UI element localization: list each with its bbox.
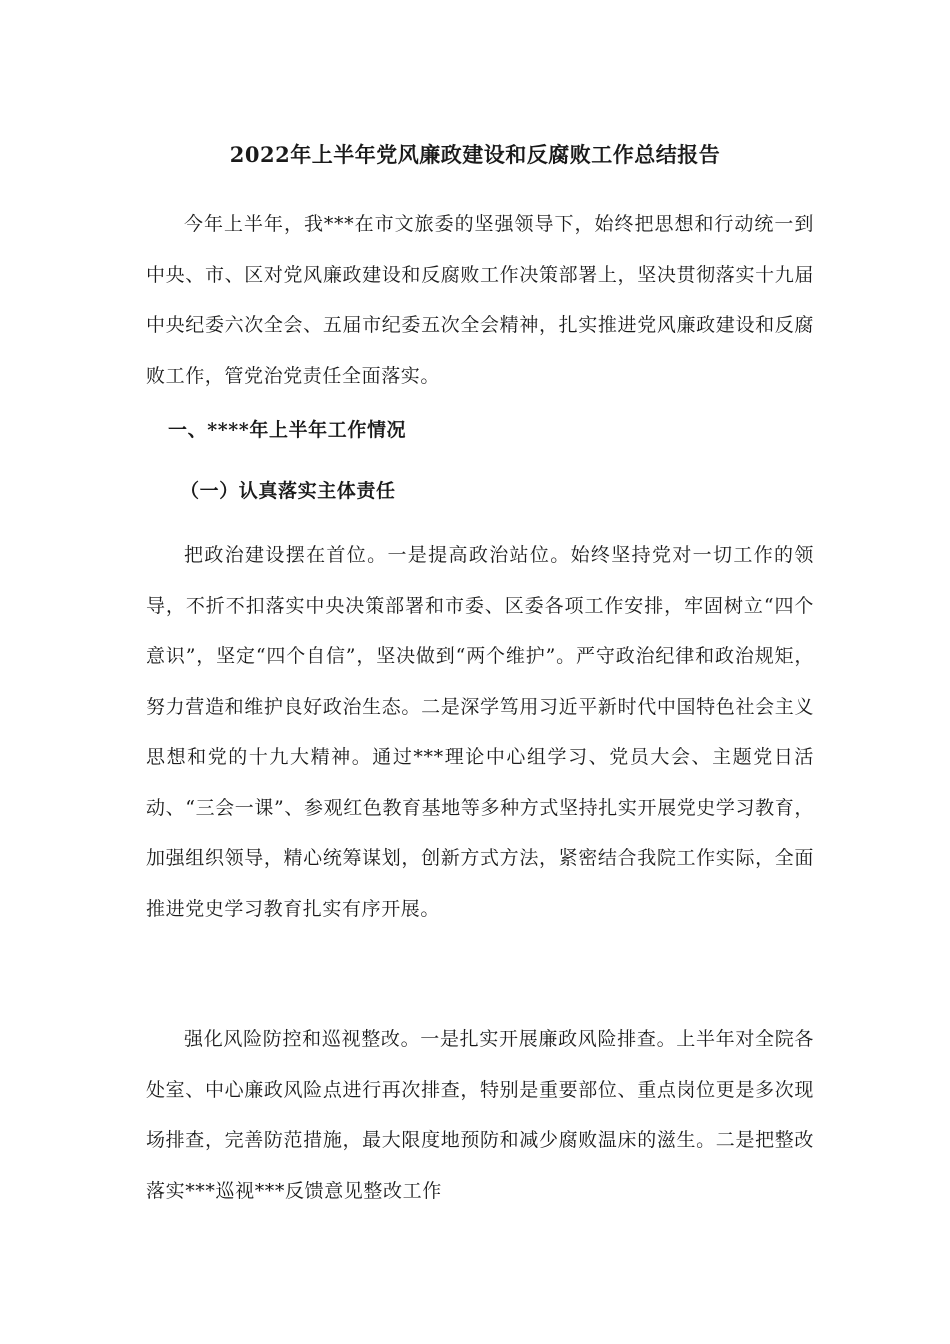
- document-title: 2022年上半年党风廉政建设和反腐败工作总结报告: [229, 142, 721, 167]
- intro-paragraph: 今年上半年，我***在市文旅委的坚强领导下，始终把思想和行动统一到中央、市、区对党风廉政建设和反腐败工作决策部署上，坚决贯彻落实十九届中央纪委六次全会、五届市纪委五次全会精神，扎实推进党风廉政建设和反腐败工作，管党治党责任全面落实。: [146, 213, 814, 387]
- body-paragraph-political: 把政治建设摆在首位。一是提高政治站位。始终坚持党对一切工作的领导，不折不扣落实中央决策部署和市委、区委各项工作安排，牢固树立“四个意识”，坚定“四个自信”，坚决做到“两个维护”。严守政治纪律和政治规矩，努力营造和维护良好政治生态。二是深学笃用习近平新时代中国特色社会主义思想和党的十九大精神。通过***理论中心组学习、党员大会、主题党日活动、“三会一课”、参观红色教育基地等多种方式坚持扎实开展党史学习教育，加强组织领导，精心统筹谋划，创新方式方法，紧密结合我院工作实际，全面推进党史学习教育扎实有序开展。: [146, 544, 814, 920]
- body-paragraph-risk-control: 强化风险防控和巡视整改。一是扎实开展廉政风险排查。上半年对全院各处室、中心廉政风险点进行再次排查，特别是重要部位、重点岗位更是多次现场排查，完善防范措施，最大限度地预防和减少腐败温床的滋生。二是把整改落实***巡视***反馈意见整改工作: [146, 1028, 814, 1202]
- section-heading: 一、****年上半年工作情况: [168, 419, 407, 441]
- subsection-heading: （一）认真落实主体责任: [180, 480, 396, 502]
